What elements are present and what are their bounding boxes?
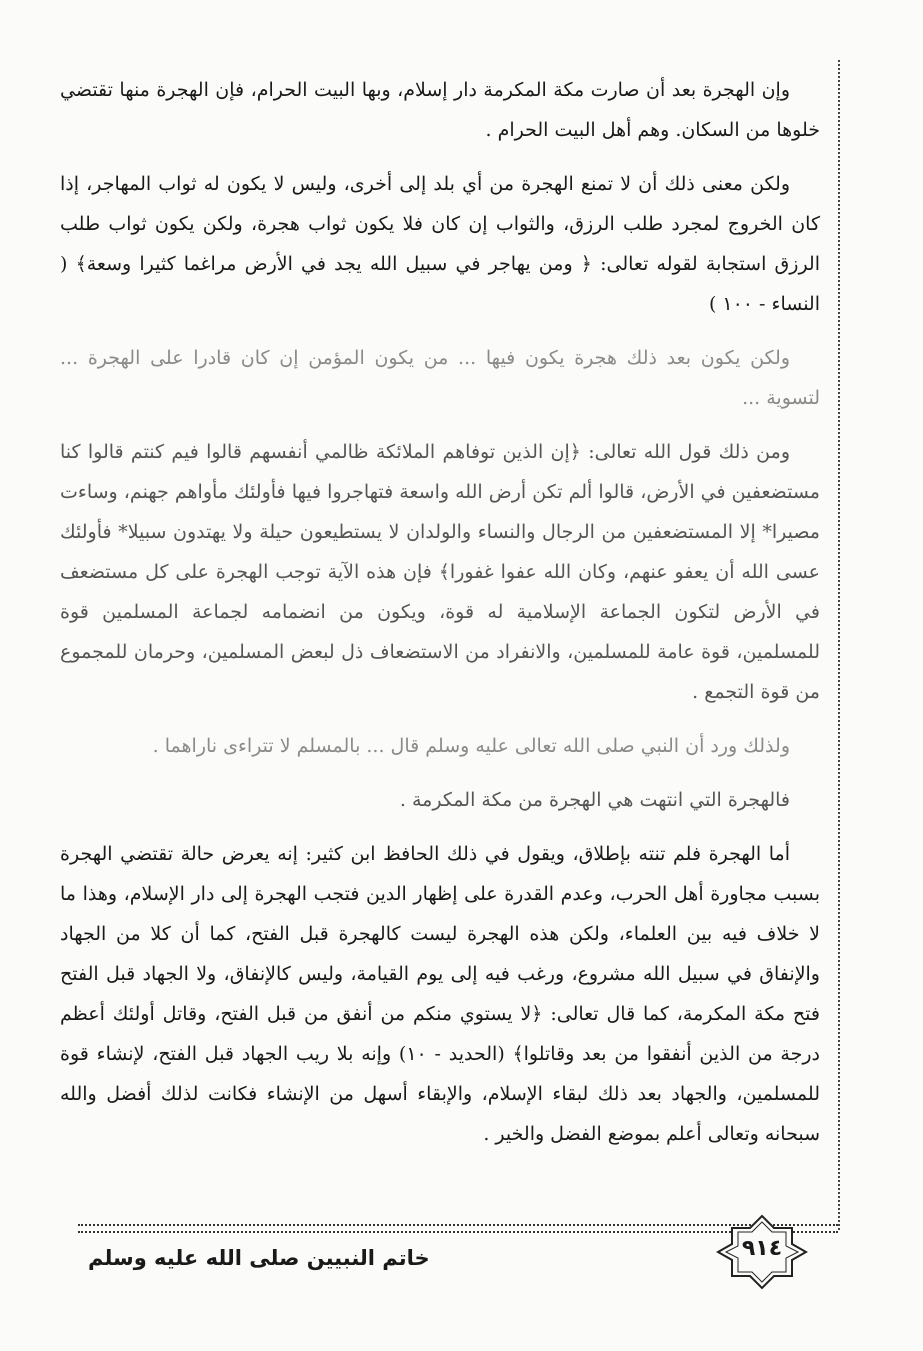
body-text: [60, 70, 820, 1168]
paragraph: ولكن معنى ذلك أن لا تمنع الهجرة من أي بلد إلى أخرى، وليس لا يكون له ثواب المهاجر، إذا كان الخروج لمجرد طلب الرزق، والثواب إن كان فلا يكون ثواب هجرة، ولكن يكون ثواب طلب الرزق استجابة لقوله تعالى: ﴿ ومن يهاجر في سبيل الله يجد في الأرض مراغما كثيرا وسعة﴾ ( النساء - ١٠٠ ): [60, 173, 820, 315]
paragraph: ولكن يكون بعد ذلك هجرة يكون فيها ... من يكون المؤمن إن كان قادرا على الهجرة ... لتسوية ...: [60, 347, 820, 409]
page-number-badge: [716, 1214, 808, 1290]
margin-rule: [838, 60, 840, 1230]
paragraph: وإن الهجرة بعد أن صارت مكة المكرمة دار إسلام، وبها البيت الحرام، فإن الهجرة منها تقتضي خلوها من السكان. وهم أهل البيت الحرام .: [60, 79, 820, 141]
page-number: ٩١٤: [741, 1236, 783, 1261]
paragraph: ولذلك ورد أن النبي صلى الله تعالى عليه وسلم قال ... بالمسلم لا تتراءى ناراهما .: [152, 735, 790, 757]
paragraph: ومن ذلك قول الله تعالى: ﴿إن الذين توفاهم الملائكة ظالمي أنفسهم قالوا فيم كنتم قالوا كنا مستضعفين في الأرض، قالوا ألم تكن أرض الله واسعة فتهاجروا فيها فأولئك مأواهم جهنم، وساءت مصيرا* إلا المستضعفين من الرجال والنساء والولدان لا يستطيعون حيلة ولا يهتدون سبيلا* فأولئك عسى الله أن يعفو عنهم، وكان الله عفوا غفورا﴾ فإن هذه الآية توجب الهجرة على كل مستضعف في الأرض لتكون الجماعة الإسلامية له قوة، ويكون من انضمامه لجماعة المسلمين قوة للمسلمين، قوة عامة للمسلمين، والانفراد من الاستضعاف ذل لبعض المسلمين، وحرمان للمجموع من قوة التجمع .: [60, 441, 820, 703]
paragraph: فالهجرة التي انتهت هي الهجرة من مكة المكرمة .: [399, 789, 790, 811]
paragraph: أما الهجرة فلم تنته بإطلاق، ويقول في ذلك الحافظ ابن كثير: إنه يعرض حالة تقتضي الهجرة بسبب مجاورة أهل الحرب، وعدم القدرة على إظهار الدين فتجب الهجرة إلى دار الإسلام، وهذا ما لا خلاف فيه بين العلماء، ولكن هذه الهجرة ليست كالهجرة قبل الفتح، كما أن كلا من الجهاد والإنفاق في سبيل الله مشروع، ورغب فيه إلى يوم القيامة، وليس كالإنفاق، ولا الجهاد قبل الفتح فتح مكة المكرمة، كما قال تعالى: ﴿لا يستوي منكم من أنفق من قبل الفتح، وقاتل أولئك أعظم درجة من الذين أنفقوا من بعد وقاتلوا﴾ (الحديد - ١٠) وإنه بلا ريب الجهاد قبل الفتح، لإنشاء قوة للمسلمين، والجهاد بعد ذلك لبقاء الإسلام، والإبقاء أسهل من الإنشاء فكانت لذلك أفضل والله سبحانه وتعالى أعلم بموضع الفضل والخير .: [60, 843, 820, 1145]
running-footer-title: خاتم النبيين صلى الله عليه وسلم: [88, 1246, 430, 1270]
